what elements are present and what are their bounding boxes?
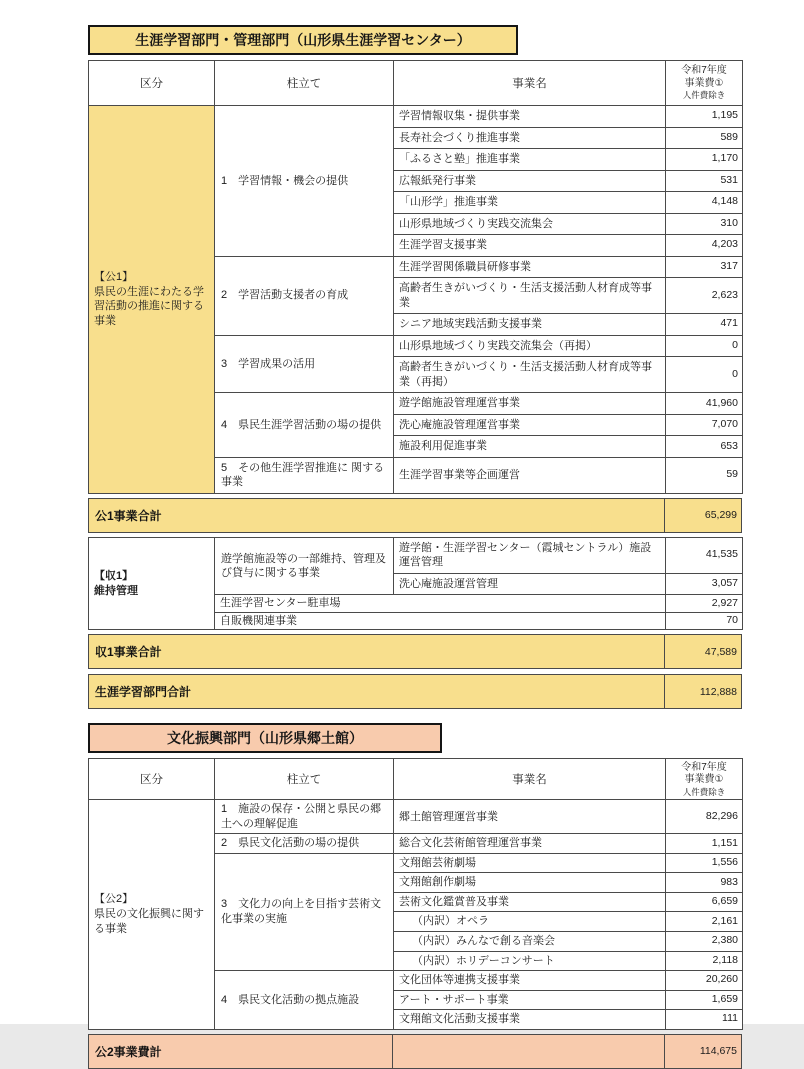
total-amount: 47,589	[664, 635, 741, 668]
project-name-cell: 総合文化芸術館管理運営事業	[394, 834, 666, 854]
project-name-cell: 遊学館・生涯学習センター（霞城セントラル）施設運営管理	[394, 537, 666, 573]
project-name-cell: 山形県地域づくり実践交流集会	[394, 213, 666, 235]
category-cell	[89, 800, 215, 1029]
table-row	[89, 800, 743, 834]
table-row	[89, 106, 743, 128]
fee-header-note: 人件費除き	[682, 90, 726, 101]
column-header: 柱立て	[215, 759, 394, 800]
header-row	[89, 61, 743, 106]
merged-project-cell: 自販機関連事業	[215, 612, 666, 630]
project-name-cell: 文化団体等連携支援事業	[394, 971, 666, 991]
amount-cell: 2,118	[666, 951, 743, 971]
project-name-cell: 山形県地域づくり実践交流集会（再掲）	[394, 335, 666, 357]
category-tag: 【公1】	[94, 270, 134, 283]
amount-cell: 310	[666, 213, 743, 235]
budget-table	[88, 758, 743, 1029]
column-header: 区分	[89, 61, 215, 106]
amount-cell: 0	[666, 357, 743, 393]
table-header	[89, 759, 743, 800]
amount-cell: 589	[666, 127, 743, 149]
amount-cell: 2,927	[666, 595, 743, 613]
total-label: 公1事業合計	[95, 508, 162, 523]
total-label: 公2事業費計	[95, 1044, 162, 1059]
amount-cell: 20,260	[666, 971, 743, 991]
project-name-cell: 文翔館文化活動支援事業	[394, 1010, 666, 1030]
column-header-fee	[666, 61, 743, 106]
category-desc: 維持管理	[94, 584, 138, 597]
project-name-cell: （内訳）ホリデーコンサート	[394, 951, 666, 971]
pillar-cell: 3 学習成果の活用	[215, 335, 394, 393]
category-tag: 【公2】	[94, 893, 134, 906]
section-title-cultural: 文化振興部門（山形県郷土館）	[88, 723, 442, 753]
category-cell	[89, 106, 215, 494]
amount-cell: 6,659	[666, 892, 743, 912]
project-name-cell: 郷土館管理運営事業	[394, 800, 666, 834]
budget-table	[88, 60, 743, 494]
amount-cell: 2,380	[666, 931, 743, 951]
amount-cell: 471	[666, 314, 743, 336]
amount-cell: 41,960	[666, 393, 743, 415]
amount-cell: 3,057	[666, 573, 743, 595]
amount-cell: 2,623	[666, 278, 743, 314]
pillar-cell: 2 学習活動支援者の育成	[215, 256, 394, 335]
table-header	[89, 61, 743, 106]
amount-cell: 111	[666, 1010, 743, 1030]
pillar-cell: 遊学館施設等の一部維持、管理及び貸与に関する事業	[215, 537, 394, 595]
project-name-cell: シニア地域実践活動支援事業	[394, 314, 666, 336]
total-amount: 114,675	[664, 1035, 741, 1068]
fee-header-note: 人件費除き	[682, 786, 726, 797]
project-name-cell: 高齢者生きがいづくり・生活支援活動人材育成等事業	[394, 278, 666, 314]
amount-cell: 4,148	[666, 192, 743, 214]
fee-header-line2: 事業費①	[684, 774, 724, 786]
amount-cell: 317	[666, 256, 743, 278]
total-amount: 65,299	[664, 499, 741, 532]
table-row	[89, 537, 743, 573]
fee-header-line1: 令和7年度	[681, 761, 727, 773]
project-name-cell: 洗心庵施設管理運営事業	[394, 414, 666, 436]
amount-cell: 59	[666, 457, 743, 493]
category-desc: 県民の文化振興に関する事業	[94, 908, 204, 935]
project-name-cell: 学習情報収集・提供事業	[394, 106, 666, 128]
section-title-lifelong: 生涯学習部門・管理部門（山形県生涯学習センター）	[88, 25, 518, 55]
amount-cell: 2,161	[666, 912, 743, 932]
total-label: 収1事業合計	[95, 645, 162, 660]
total-label: 生涯学習部門合計	[95, 685, 192, 700]
category-tag: 【収1】	[94, 569, 134, 582]
column-header: 柱立て	[215, 61, 394, 106]
amount-cell: 983	[666, 873, 743, 893]
budget-table	[88, 537, 743, 631]
column-header: 区分	[89, 759, 215, 800]
merged-project-cell: 生涯学習センター駐車場	[215, 595, 666, 613]
project-name-cell: （内訳）みんなで創る音楽会	[394, 931, 666, 951]
amount-cell: 82,296	[666, 800, 743, 834]
column-header: 事業名	[394, 759, 666, 800]
fee-header-line1: 令和7年度	[681, 65, 727, 77]
project-name-cell: 文翔館創作劇場	[394, 873, 666, 893]
project-name-cell: 芸術文化鑑賞普及事業	[394, 892, 666, 912]
total-empty-cell	[392, 1035, 664, 1068]
project-name-cell: 「ふるさと塾」推進事業	[394, 149, 666, 171]
pillar-cell: 1 学習情報・機会の提供	[215, 106, 394, 257]
total-amount: 112,888	[664, 675, 741, 708]
amount-cell: 1,659	[666, 990, 743, 1010]
pillar-cell: 4 県民生涯学習活動の場の提供	[215, 393, 394, 458]
pillar-cell: 2 県民文化活動の場の提供	[215, 834, 394, 854]
pillar-cell: 3 文化力の向上を目指す芸術文化事業の実施	[215, 853, 394, 970]
amount-cell: 4,203	[666, 235, 743, 257]
project-name-cell: 洗心庵施設運営管理	[394, 573, 666, 595]
project-name-cell: 高齢者生きがいづくり・生活支援活動人材育成等事業（再掲）	[394, 357, 666, 393]
total-row	[88, 498, 742, 533]
pillar-cell: 1 施設の保存・公開と県民の郷土への理解促進	[215, 800, 394, 834]
amount-cell: 70	[666, 612, 743, 630]
fee-header-line2: 事業費①	[684, 77, 724, 89]
project-name-cell: 遊学館施設管理運営事業	[394, 393, 666, 415]
amount-cell: 1,195	[666, 106, 743, 128]
column-header-fee	[666, 759, 743, 800]
total-row	[88, 1034, 742, 1069]
amount-cell: 0	[666, 335, 743, 357]
amount-cell: 531	[666, 170, 743, 192]
total-row	[88, 634, 742, 669]
pillar-cell: 4 県民文化活動の拠点施設	[215, 971, 394, 1030]
project-name-cell: 長寿社会づくり推進事業	[394, 127, 666, 149]
amount-cell: 7,070	[666, 414, 743, 436]
section-lifelong-learning	[88, 25, 804, 709]
project-name-cell: 生涯学習支援事業	[394, 235, 666, 257]
category-cell	[89, 537, 215, 630]
amount-cell: 1,170	[666, 149, 743, 171]
category-desc: 県民の生涯にわたる学習活動の推進に関する事業	[94, 285, 204, 328]
section-cultural-promotion	[88, 723, 804, 1068]
total-row	[88, 674, 742, 709]
project-name-cell: 文翔館芸術劇場	[394, 853, 666, 873]
amount-cell: 1,556	[666, 853, 743, 873]
amount-cell: 1,151	[666, 834, 743, 854]
column-header: 事業名	[394, 61, 666, 106]
project-name-cell: 生涯学習関係職員研修事業	[394, 256, 666, 278]
project-name-cell: （内訳）オペラ	[394, 912, 666, 932]
project-name-cell: 「山形学」推進事業	[394, 192, 666, 214]
amount-cell: 653	[666, 436, 743, 458]
amount-cell: 41,535	[666, 537, 743, 573]
header-row	[89, 759, 743, 800]
pillar-cell: 5 その他生涯学習推進に 関する事業	[215, 457, 394, 493]
project-name-cell: アート・サポート事業	[394, 990, 666, 1010]
project-name-cell: 生涯学習事業等企画運営	[394, 457, 666, 493]
project-name-cell: 施設利用促進事業	[394, 436, 666, 458]
project-name-cell: 広報紙発行事業	[394, 170, 666, 192]
